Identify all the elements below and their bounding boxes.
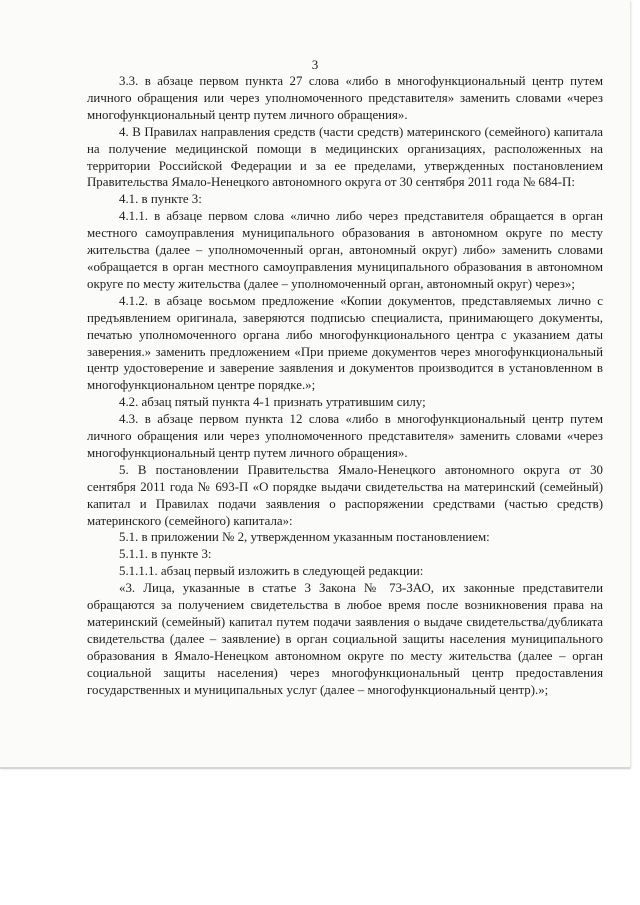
paragraph-4-1: 4.1. в пункте 3: xyxy=(119,192,202,207)
paragraph-3-3: 3.3. в абзаце первом пункта 27 слова «либо в многофункциональный центр путем личного обращения или через уполномоченного представителя» заменить словами «через многофункциональный центр путем личного обращения». xyxy=(87,74,603,122)
paragraph-4-3: 4.3. в абзаце первом пункта 12 слова «либо в многофункциональный центр путем личного обращения или через уполномоченного представителя» заменить словами «через многофункциональный центр путем личного обращения». xyxy=(87,412,603,460)
paragraph-4-2: 4.2. абзац пятый пункта 4-1 признать утратившим силу; xyxy=(119,395,426,410)
paragraph-quoted-3: «3. Лица, указанные в статье 3 Закона № 73-ЗАО, их законные представители обращаются за получением свидетельства в любое время после возникновения права на материнский (семейный) капитал путем подачи заявления о выдаче свидетельства/дубликата свидетельства (далее – заявление) в орган социальной защиты населения муниципального образования в Ямало-Ненецком автономном округе по месту жительства (далее – орган социальной защиты населения) через многофункциональный центр предоставления государственных и муниципальных услуг (далее – многофункциональный центр).»; xyxy=(87,581,603,697)
page-number: 3 xyxy=(311,57,319,72)
paragraph-4-1-1: 4.1.1. в абзаце первом слова «лично либо через представителя обращается в орган местного самоуправления муниципального образования в автономном округе по месту жительства (далее – уполномоченный орган, автономный округ) либо» заменить словами «обращается в орган местного самоуправления муниципального образования в автономном округе по месту жительства (далее – уполномоченный орган, автономный округ) через»; xyxy=(87,209,603,291)
paragraph-5-1-1-1: 5.1.1.1. абзац первый изложить в следующей редакции: xyxy=(119,564,424,579)
paragraph-4-1-2: 4.1.2. в абзаце восьмом предложение «Копии документов, представляемых лично с предъявлением оригинала, заверяются подписью специалиста, принимающего документы, печатью уполномоченного органа либо многофункционального центра с указанием даты заверения.» заменить предложением «При приеме документов через многофункциональный центр удостоверение и заверение заявления и документов производится в установленном в многофункциональном центре порядке.»; xyxy=(87,293,603,393)
paragraph-5: 5. В постановлении Правительства Ямало-Ненецкого автономного округа от 30 сентября 2011 года № 693-П «О порядке выдачи свидетельства на материнский (семейный) капитал и Правилах подачи заявления о распоряжении средствами (частью средств) материнского (семейного) капитала»: xyxy=(87,462,603,528)
paragraph-5-1-1: 5.1.1. в пункте 3: xyxy=(119,547,212,562)
document-body xyxy=(87,73,603,699)
scan-edge xyxy=(0,767,630,769)
paragraph-4: 4. В Правилах направления средств (части средств) материнского (семейного) капитала на получение медицинской помощи в медицинских организациях, расположенных на территории Российской Федерации и за ее пределами, утвержденных постановлением Правительства Ямало-Ненецкого автономного округа от 30 сентября 2011 года № 684-П: xyxy=(87,124,603,190)
paragraph-5-1: 5.1. в приложении № 2, утвержденном указанным постановлением: xyxy=(119,530,490,545)
